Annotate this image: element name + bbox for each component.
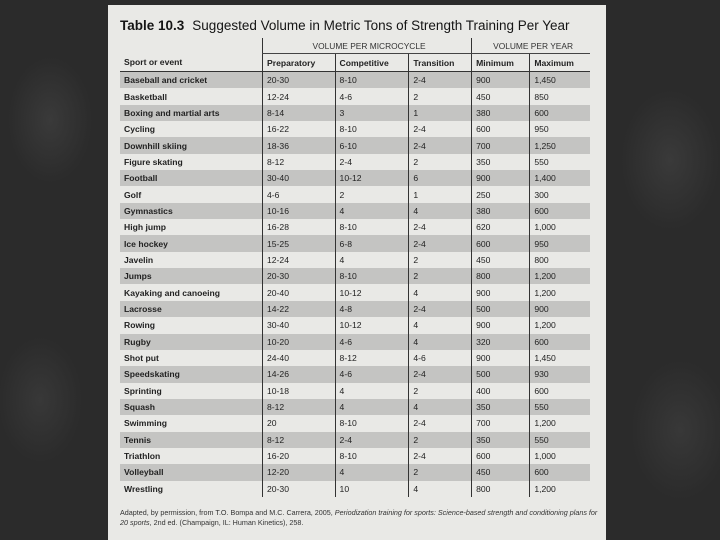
value-cell: 850 — [530, 88, 590, 104]
sport-name-cell: Baseball and cricket — [120, 72, 263, 89]
sport-name-cell: Triathlon — [124, 451, 161, 462]
value-cell: 8-10 — [335, 121, 409, 137]
value-cell: 320 — [472, 334, 530, 350]
value-cell: 1,450 — [530, 350, 590, 366]
value-cell: 800 — [530, 252, 590, 268]
table-row — [120, 203, 590, 219]
table-row — [120, 170, 590, 186]
value-cell: 10-18 — [263, 383, 336, 399]
value-cell: 900 — [472, 317, 530, 333]
value-cell: 350 — [472, 154, 530, 170]
value-cell: 2 — [409, 464, 472, 480]
value-cell: 16-28 — [263, 219, 336, 235]
sport-name-cell: Ice hockey — [120, 235, 263, 251]
table-number: Table 10.3 — [120, 18, 185, 33]
value-cell: 10-20 — [263, 334, 336, 350]
value-cell: 500 — [472, 366, 530, 382]
value-cell: 700 — [472, 137, 530, 153]
table-row — [120, 121, 590, 137]
value-cell: 550 — [530, 432, 590, 448]
value-cell: 14-22 — [263, 301, 336, 317]
value-cell: 950 — [530, 121, 590, 137]
value-cell: 2 — [409, 154, 472, 170]
value-cell: 8-10 — [335, 448, 409, 464]
value-cell: 900 — [472, 284, 530, 300]
value-cell: 1,000 — [530, 219, 590, 235]
sport-name-cell: Rowing — [124, 320, 156, 331]
value-cell: 6-10 — [335, 137, 409, 153]
value-cell: 6-8 — [335, 235, 409, 251]
value-cell: 8-10 — [335, 268, 409, 284]
document-page — [108, 5, 606, 540]
sport-name-cell: Cycling — [124, 124, 156, 135]
group-header-year: VOLUME PER YEAR — [472, 38, 590, 54]
table-row — [120, 235, 590, 251]
table-row — [120, 464, 590, 480]
table-row — [120, 317, 590, 333]
value-cell: 8-10 — [335, 72, 409, 89]
value-cell: 24-40 — [263, 350, 336, 366]
value-cell: 4-6 — [335, 88, 409, 104]
table-row — [120, 154, 590, 170]
value-cell: 4 — [409, 317, 472, 333]
value-cell: 4 — [335, 399, 409, 415]
value-cell: 930 — [530, 366, 590, 382]
value-cell: 8-12 — [263, 399, 336, 415]
value-cell: 900 — [472, 170, 530, 186]
value-cell: 30-40 — [263, 317, 336, 333]
value-cell: 2 — [409, 252, 472, 268]
value-cell: 350 — [472, 432, 530, 448]
value-cell: 2-4 — [409, 448, 472, 464]
table-row — [120, 252, 590, 268]
value-cell: 1,000 — [530, 448, 590, 464]
table-row — [120, 268, 590, 284]
value-cell: 10 — [335, 481, 409, 497]
column-header: Competitive — [335, 54, 409, 72]
table-row — [120, 399, 590, 415]
table-row — [120, 186, 590, 202]
value-cell: 15-25 — [263, 235, 336, 251]
value-cell: 1,200 — [530, 284, 590, 300]
value-cell: 600 — [530, 334, 590, 350]
value-cell: 4 — [335, 252, 409, 268]
value-cell: 450 — [472, 252, 530, 268]
value-cell: 1,200 — [530, 268, 590, 284]
value-cell: 1,200 — [530, 415, 590, 431]
sport-name-cell: Gymnastics — [120, 203, 263, 219]
group-header-microcycle: VOLUME PER MICROCYCLE — [263, 38, 472, 54]
value-cell: 380 — [472, 203, 530, 219]
sport-name-cell: High jump — [124, 222, 167, 233]
value-cell: 8-14 — [263, 105, 336, 121]
value-cell: 10-12 — [335, 284, 409, 300]
value-cell: 550 — [530, 399, 590, 415]
value-cell: 3 — [335, 105, 409, 121]
value-cell: 8-10 — [335, 415, 409, 431]
value-cell: 2-4 — [409, 301, 472, 317]
column-header-row — [120, 54, 590, 72]
table-title — [120, 18, 570, 33]
table-row — [120, 383, 590, 399]
sport-name-cell: Basketball — [124, 91, 167, 102]
sport-name-cell: Speedskating — [120, 366, 263, 382]
table-row — [120, 366, 590, 382]
value-cell: 18-36 — [263, 137, 336, 153]
value-cell: 380 — [472, 105, 530, 121]
table-row — [120, 415, 590, 431]
value-cell: 4 — [409, 334, 472, 350]
value-cell: 8-12 — [263, 432, 336, 448]
value-cell: 4 — [409, 399, 472, 415]
value-cell: 600 — [472, 121, 530, 137]
sport-name-cell: Boxing and martial arts — [120, 105, 263, 121]
value-cell: 4 — [409, 284, 472, 300]
value-cell: 550 — [530, 154, 590, 170]
value-cell: 20-30 — [263, 481, 336, 497]
value-cell: 2-4 — [409, 219, 472, 235]
value-cell: 900 — [530, 301, 590, 317]
table-row — [120, 334, 590, 350]
sport-name-cell: Tennis — [120, 432, 263, 448]
sport-name-cell: Sprinting — [124, 385, 162, 396]
table-row — [120, 88, 590, 104]
column-header: Preparatory — [263, 54, 336, 72]
value-cell: 2 — [335, 186, 409, 202]
value-cell: 4-8 — [335, 301, 409, 317]
value-cell: 600 — [472, 448, 530, 464]
value-cell: 1,200 — [530, 317, 590, 333]
value-cell: 1 — [409, 105, 472, 121]
value-cell: 14-26 — [263, 366, 336, 382]
value-cell: 4 — [335, 203, 409, 219]
table-row — [120, 72, 590, 89]
table-row — [120, 350, 590, 366]
value-cell: 1,250 — [530, 137, 590, 153]
value-cell: 20-30 — [263, 268, 336, 284]
sport-name-cell: Wrestling — [124, 483, 163, 494]
value-cell: 1,450 — [530, 72, 590, 89]
value-cell: 2-4 — [335, 432, 409, 448]
sport-name-cell: Kayaking and canoeing — [124, 287, 220, 298]
column-header: Sport or event — [120, 54, 263, 72]
value-cell: 20 — [263, 415, 336, 431]
value-cell: 600 — [472, 235, 530, 251]
value-cell: 10-12 — [335, 170, 409, 186]
value-cell: 8-12 — [263, 154, 336, 170]
sport-name-cell: Jumps — [120, 268, 263, 284]
value-cell: 250 — [472, 186, 530, 202]
sport-name-cell: Swimming — [124, 418, 167, 429]
value-cell: 12-20 — [263, 464, 336, 480]
table-row — [120, 481, 590, 497]
value-cell: 600 — [530, 203, 590, 219]
value-cell: 6 — [409, 170, 472, 186]
column-header: Transition — [409, 54, 472, 72]
value-cell: 900 — [472, 350, 530, 366]
sport-name-cell: Volleyball — [120, 464, 263, 480]
volume-table — [120, 38, 590, 497]
value-cell: 2-4 — [409, 415, 472, 431]
value-cell: 4 — [335, 464, 409, 480]
value-cell: 2-4 — [409, 235, 472, 251]
value-cell: 4 — [335, 383, 409, 399]
group-header-row — [120, 38, 590, 54]
value-cell: 4 — [409, 481, 472, 497]
value-cell: 4-6 — [409, 350, 472, 366]
table-row — [120, 219, 590, 235]
value-cell: 20-40 — [263, 284, 336, 300]
value-cell: 600 — [530, 464, 590, 480]
sport-name-cell: Downhill skiing — [120, 137, 263, 153]
value-cell: 2-4 — [335, 154, 409, 170]
sport-name-cell: Figure skating — [124, 156, 183, 167]
value-cell: 30-40 — [263, 170, 336, 186]
sport-name-cell: Squash — [120, 399, 263, 415]
sport-name-cell: Rugby — [120, 334, 263, 350]
table-row — [120, 301, 590, 317]
sport-name-cell: Football — [120, 170, 263, 186]
sport-name-cell: Golf — [124, 189, 142, 200]
sport-name-cell: Javelin — [124, 254, 154, 265]
table-row — [120, 432, 590, 448]
value-cell: 2-4 — [409, 137, 472, 153]
value-cell: 400 — [472, 383, 530, 399]
value-cell: 8-10 — [335, 219, 409, 235]
value-cell: 20-30 — [263, 72, 336, 89]
table-footnote — [120, 508, 600, 528]
sport-name-cell: Lacrosse — [120, 301, 263, 317]
footnote-text: , 2nd ed. (Champaign, IL: Human Kinetics), 258. — [149, 518, 304, 527]
value-cell: 2 — [409, 268, 472, 284]
value-cell: 10-12 — [335, 317, 409, 333]
value-cell: 2 — [409, 432, 472, 448]
value-cell: 800 — [472, 268, 530, 284]
value-cell: 2-4 — [409, 72, 472, 89]
value-cell: 4-6 — [335, 366, 409, 382]
value-cell: 450 — [472, 88, 530, 104]
value-cell: 600 — [530, 383, 590, 399]
value-cell: 12-24 — [263, 252, 336, 268]
value-cell: 350 — [472, 399, 530, 415]
sport-name-cell: Shot put — [124, 353, 159, 364]
value-cell: 4 — [409, 203, 472, 219]
value-cell: 700 — [472, 415, 530, 431]
value-cell: 4-6 — [335, 334, 409, 350]
table-row — [120, 284, 590, 300]
value-cell: 620 — [472, 219, 530, 235]
value-cell: 500 — [472, 301, 530, 317]
table-row — [120, 105, 590, 121]
value-cell: 10-16 — [263, 203, 336, 219]
value-cell: 450 — [472, 464, 530, 480]
group-header-blank — [120, 38, 263, 54]
value-cell: 16-22 — [263, 121, 336, 137]
value-cell: 2 — [409, 88, 472, 104]
value-cell: 12-24 — [263, 88, 336, 104]
value-cell: 1,200 — [530, 481, 590, 497]
value-cell: 4-6 — [263, 186, 336, 202]
value-cell: 16-20 — [263, 448, 336, 464]
value-cell: 1,400 — [530, 170, 590, 186]
value-cell: 2-4 — [409, 366, 472, 382]
table-row — [120, 137, 590, 153]
value-cell: 300 — [530, 186, 590, 202]
value-cell: 950 — [530, 235, 590, 251]
table-caption: Suggested Volume in Metric Tons of Strength Training Per Year — [192, 18, 570, 33]
value-cell: 2-4 — [409, 121, 472, 137]
table-row — [120, 448, 590, 464]
footnote-text: Adapted, by permission, from T.O. Bompa and M.C. Carrera, 2005, — [120, 508, 335, 517]
value-cell: 8-12 — [335, 350, 409, 366]
footnote-book-title: Periodization training for sports: Science-based strength and conditioning plans for 20 sports — [120, 508, 598, 527]
value-cell: 600 — [530, 105, 590, 121]
value-cell: 900 — [472, 72, 530, 89]
column-header: Minimum — [472, 54, 530, 72]
column-header: Maximum — [530, 54, 590, 72]
value-cell: 2 — [409, 383, 472, 399]
value-cell: 1 — [409, 186, 472, 202]
value-cell: 800 — [472, 481, 530, 497]
